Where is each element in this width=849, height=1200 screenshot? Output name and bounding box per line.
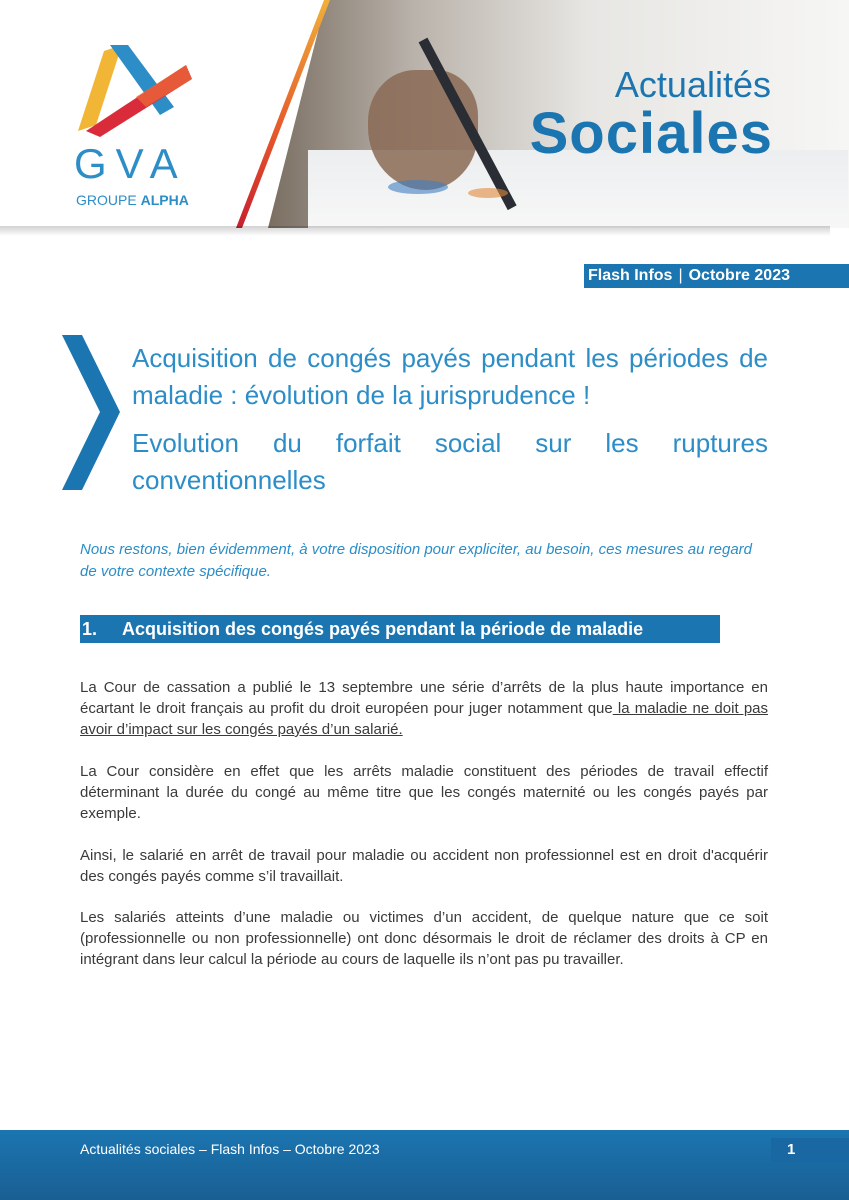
paragraph: La Cour considère en effet que les arrêts maladie constituent des périodes de travail effectif déterminant la durée du congé au même titre que les congés maternité ou les congés payés par exemple. bbox=[80, 763, 768, 822]
flash-infos-band bbox=[584, 264, 849, 288]
section-heading bbox=[80, 615, 720, 643]
header-banner bbox=[0, 0, 849, 230]
paragraph: Les salariés atteints d’une maladie ou victimes d’un accident, de quelque nature que ce soit (professionnelle ou non professionnelle) ont donc désormais le droit de réclamer des droits à CP en intégrant dans leur calcul la période au cours de laquelle ils n’ont pas pu travailler. bbox=[80, 909, 768, 968]
publication-title-line2: Sociales bbox=[529, 101, 773, 166]
section-number: 1. bbox=[82, 619, 98, 639]
paragraph: Ainsi, le salarié en arrêt de travail pour maladie ou accident non professionnel est en droit d'acquérir des congés payés comme s’il travaillait. bbox=[80, 847, 768, 885]
photo-chart-mark bbox=[468, 188, 508, 198]
header-shadow bbox=[0, 226, 830, 236]
photo-chart-mark bbox=[388, 180, 448, 194]
flash-separator: | bbox=[678, 267, 683, 284]
logo-name: GVA bbox=[74, 140, 187, 187]
chevron-icon bbox=[62, 335, 122, 490]
logo-subtitle bbox=[76, 192, 189, 208]
publication-title-line1: Actualités bbox=[614, 64, 771, 105]
paragraph-underlined-text: la maladie ne doit pas avoir d’impact sur les congés payés d’un salarié. bbox=[80, 700, 768, 738]
logo-subtitle-alpha: ALPHA bbox=[140, 192, 189, 208]
section-title: Acquisition des congés payés pendant la période de maladie bbox=[122, 619, 644, 639]
headline-forfait-social: Evolution du forfait social sur les ruptures conventionnelles bbox=[132, 428, 768, 495]
flash-label: Flash Infos bbox=[588, 267, 673, 284]
logo-subtitle-group: GROUPE bbox=[76, 192, 137, 208]
footer-text: Actualités sociales – Flash Infos – Octobre 2023 bbox=[80, 1141, 380, 1157]
paragraph-text: La Cour de cassation a publié le 13 septembre une série d’arrêts de la plus haute importance en écartant le droit français au profit du droit européen pour juger notamment que bbox=[80, 679, 768, 717]
intro-text: Nous restons, bien évidemment, à votre disposition pour expliciter, au besoin, ces mesures au regard de votre contexte spécifique. bbox=[80, 541, 753, 580]
page-number: 1 bbox=[771, 1138, 849, 1162]
flash-date: Octobre 2023 bbox=[688, 267, 790, 284]
gva-logo-icon bbox=[76, 45, 196, 137]
headline-conges-payes: Acquisition de congés payés pendant les périodes de maladie : évolution de la jurisprudence ! bbox=[132, 343, 768, 410]
paragraph bbox=[80, 677, 768, 740]
photo-hand bbox=[368, 70, 478, 190]
